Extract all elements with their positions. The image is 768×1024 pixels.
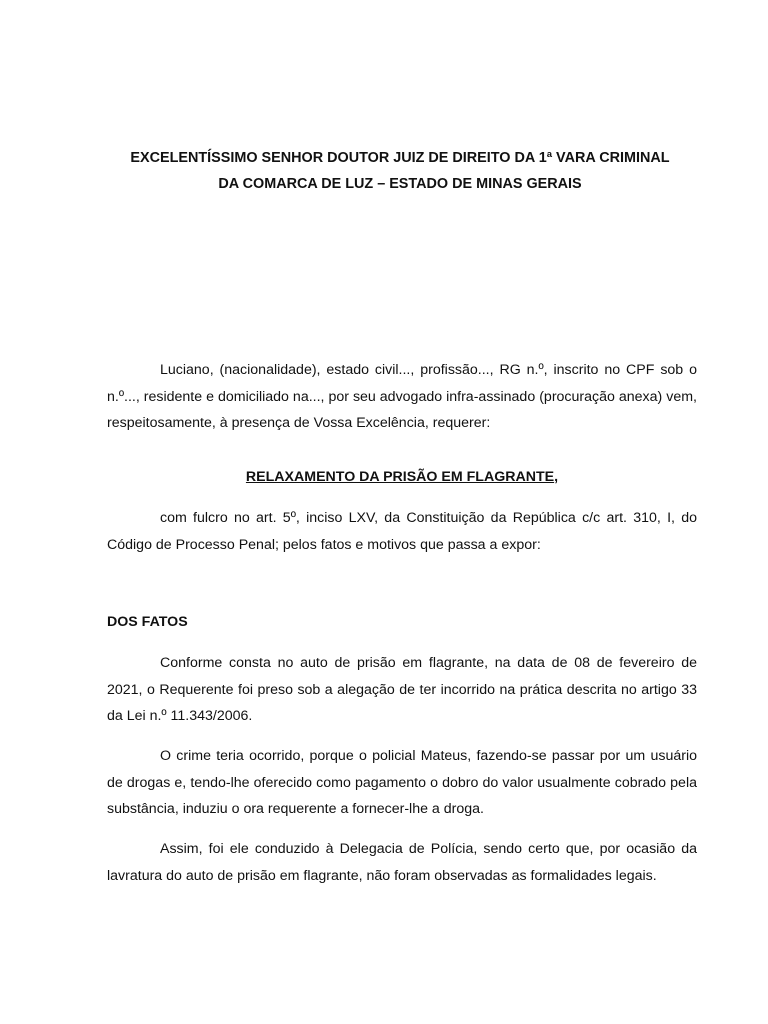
heading-line-2: DA COMARCA DE LUZ – ESTADO DE MINAS GERAIS: [218, 176, 582, 192]
heading-line-1: EXCELENTÍSSIMO SENHOR DOUTOR JUIZ DE DIREITO DA 1ª VARA CRIMINAL: [130, 150, 670, 166]
request-title-text: RELAXAMENTO DA PRISÃO EM FLAGRANTE: [245, 469, 555, 485]
request-title-suffix: ,: [554, 469, 559, 485]
section-title-facts: DOS FATOS: [107, 614, 188, 630]
court-address-heading: [100, 145, 700, 197]
legal-basis-paragraph: com fulcro no art. 5º, inciso LXV, da Constituição da República c/c art. 310, I, do Código de Processo Penal; pelos fatos e motivos que passa a expor:: [107, 510, 697, 553]
facts-paragraph-2: O crime teria ocorrido, porque o policial Mateus, fazendo-se passar por um usuário de drogas e, tendo-lhe oferecido como pagamento o dobro do valor usualmente cobrado pela substância, induziu o ora requerente a fornecer-lhe a droga.: [107, 748, 697, 817]
facts-paragraph-1: Conforme consta no auto de prisão em flagrante, na data de 08 de fevereiro de 2021, o Requerente foi preso sob a alegação de ter incorrido na prática descrita no artigo 33 da Lei n.º 11.343/2006.: [107, 655, 697, 724]
facts-paragraph-3: Assim, foi ele conduzido à Delegacia de Polícia, sendo certo que, por ocasião da lavratura do auto de prisão em flagrante, não foram observadas as formalidades legais.: [107, 841, 697, 884]
request-title: [107, 464, 697, 490]
intro-paragraph: Luciano, (nacionalidade), estado civil..., profissão..., RG n.º, inscrito no CPF sob o n.º..., residente e domiciliado na..., por seu advogado infra-assinado (procuração anexa) vem, respeitosamente, à presença de Vossa Excelência, requerer:: [107, 362, 697, 431]
